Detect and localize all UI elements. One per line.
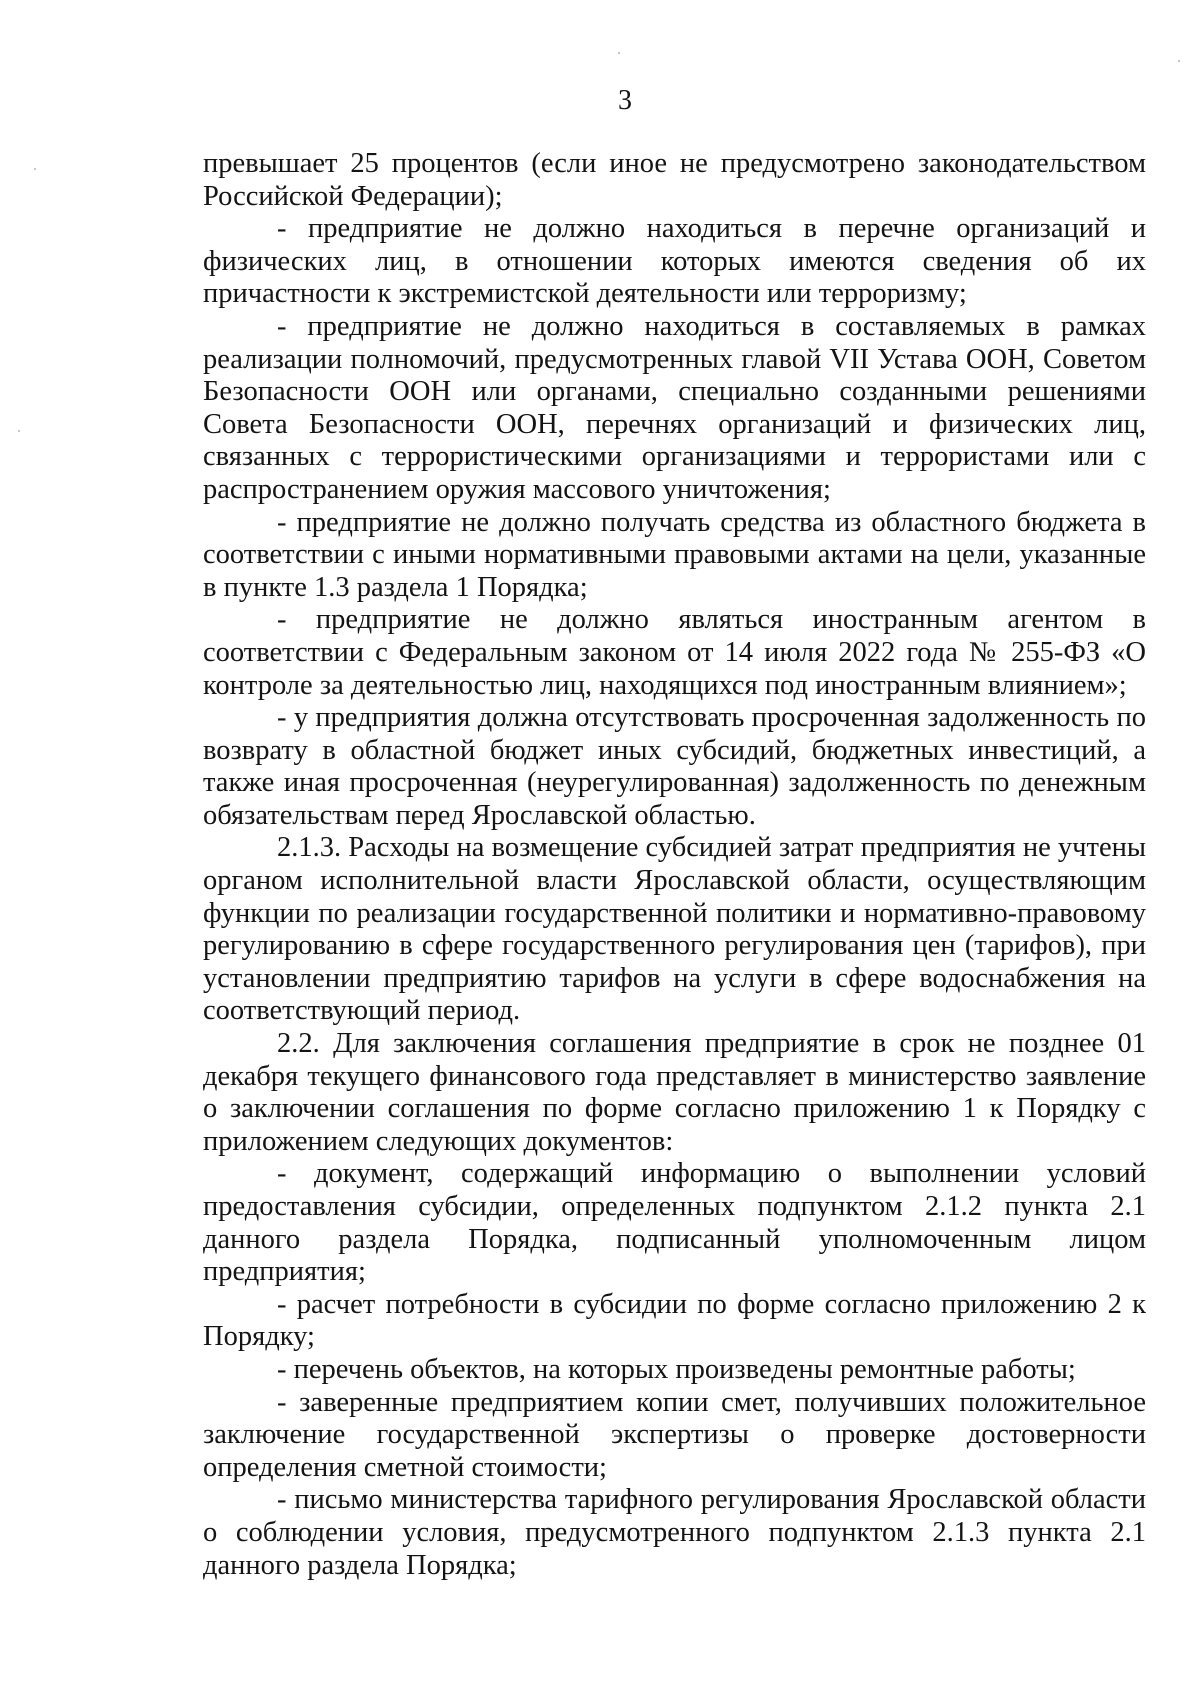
paragraph-2-1-3: 2.1.3. Расходы на возмещение субсидией затрат предприятия не учтены органом исполнительной власти Ярославской области, осуществляющим функции по реализации государственной политики и нормативно-правовому регулированию в сфере государственного регулирования цен (тарифов), при установлении предприятию тарифов на услуги в сфере водоснабжения на соответствующий период. <box>203 832 1146 1027</box>
list-item-conditions-document: - документ, содержащий информацию о выполнении условий предоставления субсидии, определенных подпунктом 2.1.2 пункта 2.1 данного раздела Порядка, подписанный уполномоченным лицом предприятия; <box>203 1158 1146 1288</box>
paragraph-overdue-debt: - у предприятия должна отсутствовать просроченная задолженность по возврату в областной бюджет иных субсидий, бюджетных инвестиций, а также иная просроченная (неурегулированная) задолженность по денежным обязательствам перед Ярославской областью. <box>203 702 1146 831</box>
list-item-ministry-letter: - письмо министерства тарифного регулирования Ярославской области о соблюдении условия, предусмотренного подпунктом 2.1.3 пункта 2.1 данного раздела Порядка; <box>203 1484 1146 1581</box>
scan-speck <box>618 52 620 54</box>
paragraph-continuation: превышает 25 процентов (если иное не предусмотрено законодательством Российской Федерации); <box>203 148 1146 212</box>
list-item-estimates-copies: - заверенные предприятием копии смет, получивших положительное заключение государственной экспертизы о проверке достоверности определения сметной стоимости; <box>203 1386 1146 1483</box>
list-item-objects-list: - перечень объектов, на которых произведены ремонтные работы; <box>277 1353 1076 1385</box>
scan-speck <box>18 430 20 432</box>
paragraph-foreign-agent: - предприятие не должно являться иностранным агентом в соответствии с Федеральным законом от 14 июля 2022 года № 255-ФЗ «О контроле за деятельностью лиц, находящихся под иностранным влиянием»; <box>203 604 1146 701</box>
scan-speck <box>1178 60 1180 62</box>
page-number: 3 <box>618 85 632 116</box>
paragraph-budget-funds: - предприятие не должно получать средства из областного бюджета в соответствии с иными нормативными правовыми актами на цели, указанные в пункте 1.3 раздела 1 Порядка; <box>203 506 1146 603</box>
list-item-subsidy-calculation: - расчет потребности в субсидии по форме согласно приложению 2 к Порядку; <box>203 1288 1146 1353</box>
paragraph-extremism-list: - предприятие не должно находиться в перечне организаций и физических лиц, в отношении которых имеются сведения об их причастности к экстремистской деятельности или терроризму; <box>203 213 1146 310</box>
paragraph-2-2: 2.2. Для заключения соглашения предприятие в срок не позднее 01 декабря текущего финансового года представляет в министерство заявление о заключении соглашения по форме согласно приложению 1 к Порядку с приложением следующих документов: <box>203 1028 1146 1157</box>
document-body <box>203 148 1146 1582</box>
scan-speck <box>34 168 36 170</box>
paragraph-un-lists: - предприятие не должно находиться в составляемых в рамках реализации полномочий, предусмотренных главой VII Устава ООН, Советом Безопасности ООН или органами, специально созданными решениями Совета Безопасности ООН, перечнях организаций и физических лиц, связанных с террористическими организациями и террористами или с распространением оружия массового уничтожения; <box>203 310 1146 505</box>
